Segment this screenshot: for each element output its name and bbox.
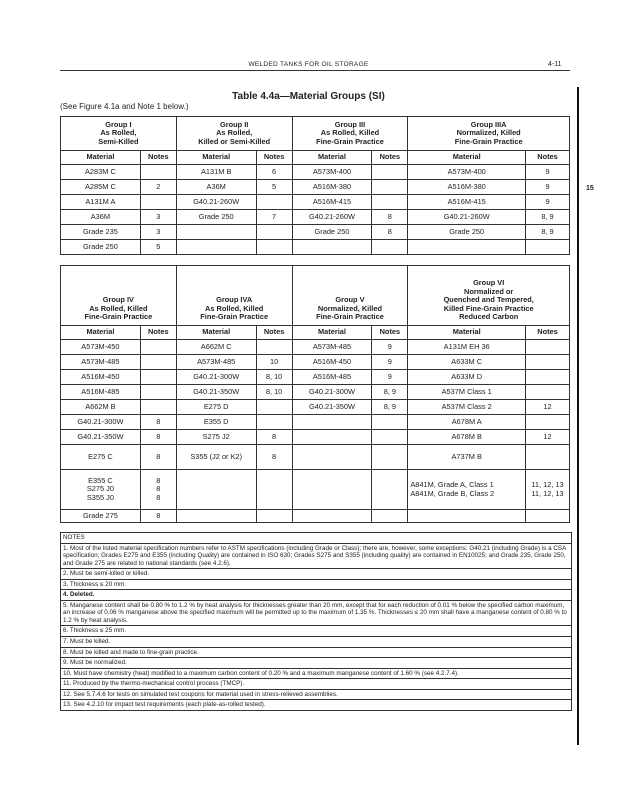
table-row: [61, 470, 570, 510]
table-row: [61, 510, 570, 523]
table-row: [61, 400, 570, 415]
cell: A283M C: [61, 165, 141, 180]
cell: A573M-450: [61, 340, 141, 355]
cell: [140, 165, 176, 180]
cell: [176, 470, 256, 510]
cell: [292, 445, 372, 470]
cell: E275 D: [176, 400, 256, 415]
cell: G40.21-350W: [292, 400, 372, 415]
note-item: 11. Produced by the thermo-mechanical control process (TMCP).: [61, 679, 571, 690]
cell: [256, 400, 292, 415]
see-note: (See Figure 4.1a and Note 1 below.): [60, 102, 189, 111]
note-item: 2. Must be semi-killed or killed.: [61, 569, 571, 580]
cell: A516M-450: [61, 370, 141, 385]
cell: [292, 430, 372, 445]
table-title: Table 4.4a—Material Groups (SI): [232, 91, 385, 102]
cell: [372, 470, 408, 510]
cell: [140, 385, 176, 400]
table-row: [61, 370, 570, 385]
cell: 8, 10: [256, 385, 292, 400]
cell: [140, 340, 176, 355]
note-item: 8. Must be killed and made to fine-grain practice.: [61, 648, 571, 659]
cell: 10: [256, 355, 292, 370]
note-item: 10. Must have chemistry (heat) modified to a maximum carbon content of 0.20 % and a maximum manganese content of 1.60 % (see 4.2.7.4).: [61, 669, 571, 680]
cell: [372, 165, 408, 180]
cell: [256, 415, 292, 430]
col-header: Material: [292, 326, 372, 340]
col-header: Notes: [140, 326, 176, 340]
cell: 8, 10: [256, 370, 292, 385]
cell: Grade 250: [176, 210, 256, 225]
material-groups-table-top: [60, 116, 570, 255]
cell: [256, 195, 292, 210]
col-header: Notes: [256, 326, 292, 340]
cell: [526, 445, 570, 470]
cell: [372, 415, 408, 430]
cell: 8: [256, 430, 292, 445]
cell: 8: [140, 445, 176, 470]
cell: A573M-400: [408, 165, 526, 180]
cell: 8: [372, 225, 408, 240]
cell: 9: [526, 180, 570, 195]
note-item: 3. Thickness ≤ 20 mm.: [61, 580, 571, 591]
col-header: Material: [408, 326, 526, 340]
cell: [176, 225, 256, 240]
col-header: Notes: [372, 326, 408, 340]
cell: 2: [140, 180, 176, 195]
cell: 9: [372, 370, 408, 385]
cell: [526, 510, 570, 523]
cell: A516M-380: [292, 180, 372, 195]
cell: A633M C: [408, 355, 526, 370]
cell: [408, 510, 526, 523]
cell: A285M C: [61, 180, 141, 195]
cell: [526, 370, 570, 385]
cell: Grade 250: [292, 225, 372, 240]
change-bar: [577, 87, 579, 745]
cell: [256, 510, 292, 523]
table-row: [61, 385, 570, 400]
cell: [292, 510, 372, 523]
cell: A678M B: [408, 430, 526, 445]
cell: [372, 195, 408, 210]
col-header: Notes: [140, 151, 176, 165]
margin-number: 15: [586, 185, 594, 192]
table-row: [61, 240, 570, 255]
table-row: [61, 195, 570, 210]
cell: [140, 400, 176, 415]
col-header: Material: [292, 151, 372, 165]
cell: A131M EH 36: [408, 340, 526, 355]
cell: 3: [140, 225, 176, 240]
cell: Grade 235: [61, 225, 141, 240]
group-header: Group II As Rolled, Killed or Semi-Killed: [176, 117, 292, 151]
cell: A516M-485: [292, 370, 372, 385]
notes-block: [60, 532, 572, 711]
cell: A537M Class 1: [408, 385, 526, 400]
cell: 8, 9: [526, 225, 570, 240]
cell: A573M-400: [292, 165, 372, 180]
cell: [292, 240, 372, 255]
note-item: 7. Must be killed.: [61, 637, 571, 648]
cell: 8 8 8: [140, 470, 176, 510]
cell: 8: [140, 510, 176, 523]
cell: A537M Class 2: [408, 400, 526, 415]
col-header: Notes: [526, 151, 570, 165]
col-header: Material: [61, 151, 141, 165]
col-header: Material: [176, 151, 256, 165]
cell: [372, 240, 408, 255]
cell: A633M D: [408, 370, 526, 385]
cell: Grade 250: [61, 240, 141, 255]
cell: 9: [526, 195, 570, 210]
cell: [256, 470, 292, 510]
cell: 3: [140, 210, 176, 225]
cell: A131M B: [176, 165, 256, 180]
col-header: Notes: [372, 151, 408, 165]
cell: G40.21-300W: [61, 415, 141, 430]
cell: 9: [526, 165, 570, 180]
cell: E355 D: [176, 415, 256, 430]
cell: [372, 430, 408, 445]
col-header: Notes: [526, 326, 570, 340]
cell: E355 C S275 J0 S355 J0: [61, 470, 141, 510]
cell: A737M B: [408, 445, 526, 470]
header-rule: [60, 70, 570, 71]
table-row: [61, 415, 570, 430]
cell: [140, 370, 176, 385]
cell: 9: [372, 340, 408, 355]
cell: A662M B: [61, 400, 141, 415]
cell: A516M-380: [408, 180, 526, 195]
cell: A516M-485: [61, 385, 141, 400]
note-item: 12. See 5.7.4.6 for tests on simulated test coupons for material used in stress-relieved assemblies.: [61, 690, 571, 701]
cell: A573M-485: [176, 355, 256, 370]
cell: G40.21-350W: [176, 385, 256, 400]
cell: A36M: [61, 210, 141, 225]
table-row: [61, 180, 570, 195]
cell: A36M: [176, 180, 256, 195]
cell: [526, 355, 570, 370]
cell: [408, 240, 526, 255]
group-header: Group V Normalized, Killed Fine-Grain Practice: [292, 266, 408, 326]
cell: [292, 470, 372, 510]
note-item: 13. See 4.2.10 for impact test requirements (each plate-as-rolled tested).: [63, 701, 266, 709]
cell: 8: [256, 445, 292, 470]
cell: A516M-450: [292, 355, 372, 370]
group-header: Group IVA As Rolled, Killed Fine-Grain Practice: [176, 266, 292, 326]
group-header: Group III As Rolled, Killed Fine-Grain Practice: [292, 117, 408, 151]
table-row: [61, 355, 570, 370]
notes-title: NOTES: [61, 533, 571, 544]
table-row: [61, 210, 570, 225]
cell: G40.21-300W: [176, 370, 256, 385]
cell: 8, 9: [526, 210, 570, 225]
cell: A841M, Grade A, Class 1 A841M, Grade B, Class 2: [408, 470, 526, 510]
running-header-title: WELDED TANKS FOR OIL STORAGE: [248, 61, 369, 68]
cell: 8, 9: [372, 400, 408, 415]
cell: A573M-485: [61, 355, 141, 370]
cell: A131M A: [61, 195, 141, 210]
cell: [372, 445, 408, 470]
table-row: [61, 165, 570, 180]
cell: A662M C: [176, 340, 256, 355]
cell: S355 (J2 or K2): [176, 445, 256, 470]
cell: [372, 510, 408, 523]
cell: [256, 340, 292, 355]
cell: [176, 240, 256, 255]
cell: G40.21-260W: [408, 210, 526, 225]
col-header: Material: [408, 151, 526, 165]
cell: Grade 250: [408, 225, 526, 240]
cell: 8, 9: [372, 385, 408, 400]
col-header: Material: [176, 326, 256, 340]
cell: 7: [256, 210, 292, 225]
cell: 11, 12, 13 11, 12, 13: [526, 470, 570, 510]
cell: 12: [526, 430, 570, 445]
cell: E275 C: [61, 445, 141, 470]
group-header: Group I As Rolled, Semi-Killed: [61, 117, 177, 151]
cell: 9: [372, 355, 408, 370]
column-header-row: [61, 326, 570, 340]
cell: S275 J2: [176, 430, 256, 445]
group-header: Group VI Normalized or Quenched and Tempered, Killed Fine-Grain Practice Reduced Carbon: [408, 266, 570, 326]
table-row: [61, 445, 570, 470]
cell: 6: [256, 165, 292, 180]
table-row: [61, 225, 570, 240]
cell: [372, 180, 408, 195]
cell: [256, 240, 292, 255]
note-item: 1. Most of the listed material specification numbers refer to ASTM specifications (including Grade or Class); there are, however, some exceptions: G40.21 (including Grade) is a CSA specification; Grades E275 and E355 (including Quality) are contained in ISO 630; Grades S275 and S355 (including quality) are contained in EN10025; and Grade 235, Grade 250, and Grade 275 are related to national standards (see 4.2.6).: [61, 544, 571, 570]
cell: 8: [372, 210, 408, 225]
column-header-row: [61, 151, 570, 165]
cell: [140, 355, 176, 370]
group-header: Group IV As Rolled, Killed Fine-Grain Practice: [61, 266, 177, 326]
table-row: [61, 430, 570, 445]
cell: A516M-415: [292, 195, 372, 210]
cell: Grade 275: [61, 510, 141, 523]
cell: [526, 340, 570, 355]
cell: 8: [140, 430, 176, 445]
cell: A678M A: [408, 415, 526, 430]
page-number: 4-11: [548, 61, 562, 68]
cell: G40.21-300W: [292, 385, 372, 400]
note-item: 4. Deleted.: [61, 590, 571, 601]
cell: [526, 240, 570, 255]
cell: G40.21-350W: [61, 430, 141, 445]
group-header: Group IIIA Normalized, Killed Fine-Grain Practice: [408, 117, 570, 151]
cell: [526, 385, 570, 400]
cell: [140, 195, 176, 210]
note-item: 6. Thickness ≤ 25 mm.: [61, 626, 571, 637]
cell: G40.21-260W: [292, 210, 372, 225]
table-row: [61, 340, 570, 355]
cell: [176, 510, 256, 523]
note-item: 5. Manganese content shall be 0.80 % to 1.2 % by heat analysis for thicknesses greater than 20 mm, except that for each reduction of 0.01 % below the specified carbon maximum, an increase of 0.06 % manganese above the specified maximum will be permitted up to the maximum of 1.35 %. Thicknesses ≤ 20 mm shall have a manganese content of 0.80 % to 1.2 % by heat analysis.: [61, 601, 571, 627]
col-header: Notes: [256, 151, 292, 165]
cell: A516M-415: [408, 195, 526, 210]
cell: [292, 415, 372, 430]
note-item: 9. Must be normalized.: [61, 658, 571, 669]
cell: 5: [256, 180, 292, 195]
cell: [526, 415, 570, 430]
cell: G40.21-260W: [176, 195, 256, 210]
col-header: Material: [61, 326, 141, 340]
cell: A573M-485: [292, 340, 372, 355]
cell: 5: [140, 240, 176, 255]
material-groups-table-bottom: [60, 265, 570, 523]
cell: [256, 225, 292, 240]
cell: 12: [526, 400, 570, 415]
cell: 8: [140, 415, 176, 430]
